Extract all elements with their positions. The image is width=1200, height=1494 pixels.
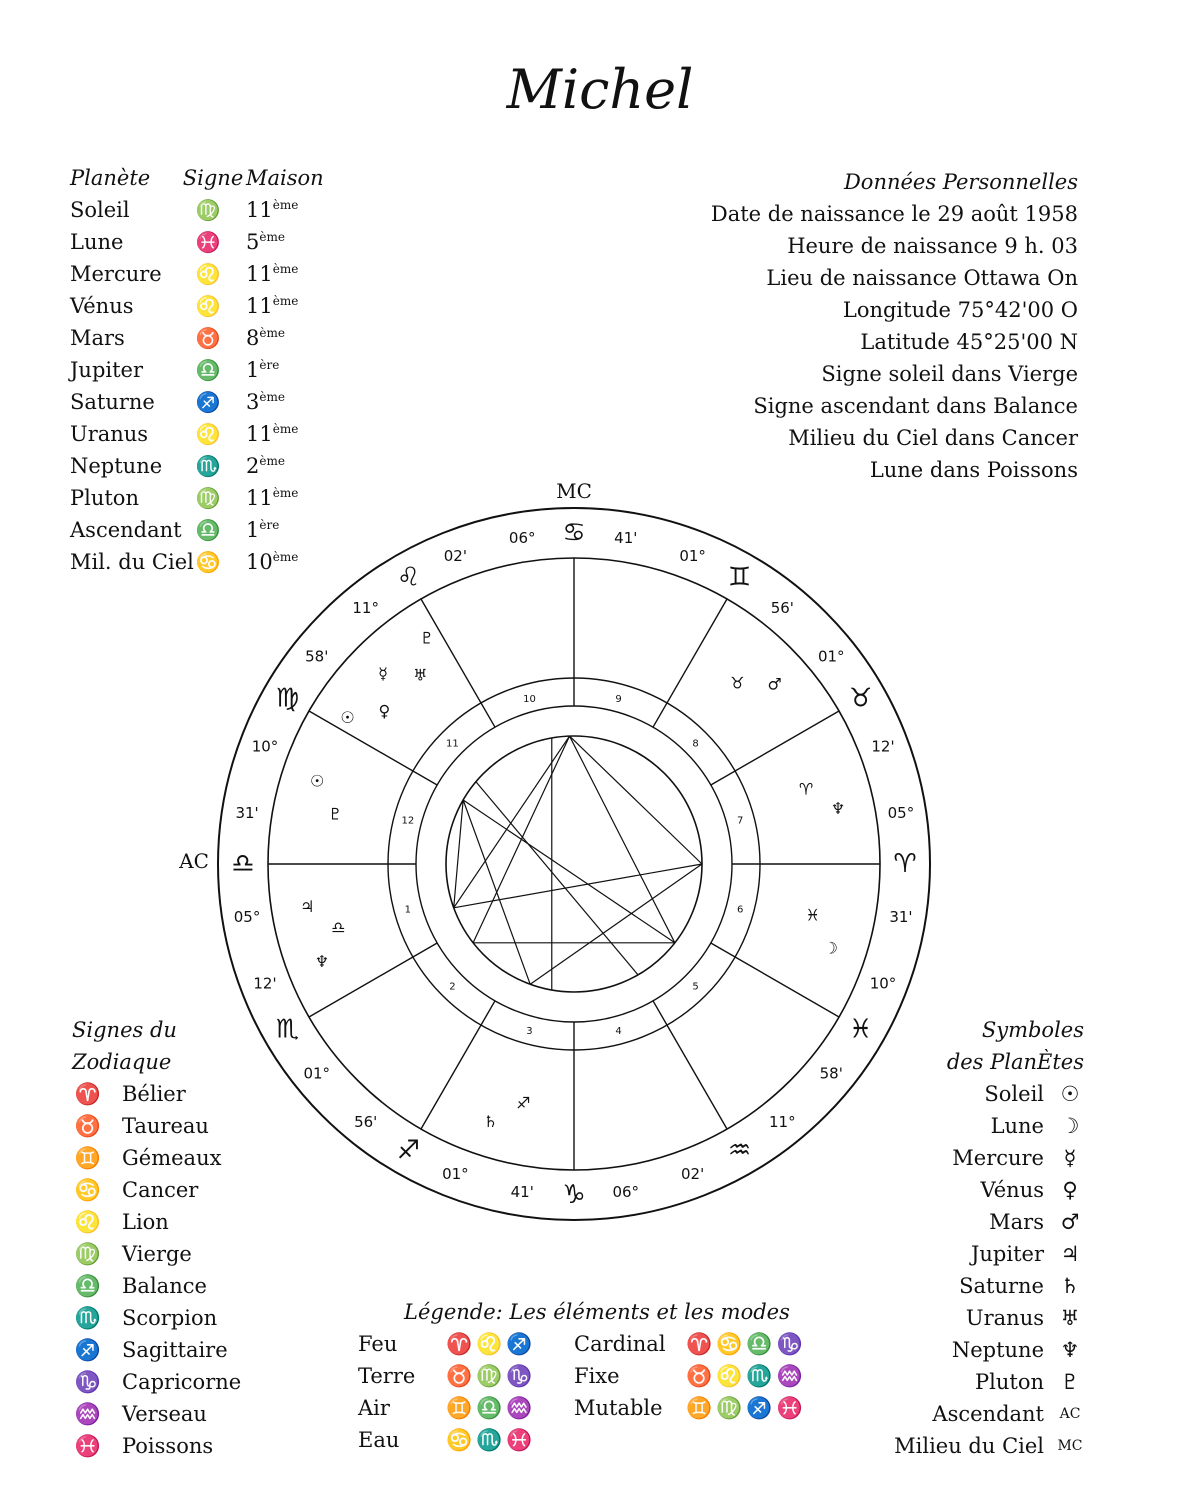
aspect-line [530,864,702,984]
chart-title: Michel [506,58,694,121]
house-suffix: ème [272,198,299,212]
house-number-label: 7 [736,815,744,827]
cusp-minutes-label: 41' [614,529,638,548]
planet-symbol-name: Milieu du Ciel [894,1434,1044,1458]
zodiac-glyph-icon: ♎ [74,1274,102,1298]
house-suffix: ème [259,454,285,468]
mode-glyphs: ♊♍♐♓ [686,1396,807,1420]
planet-glyph-icon: ☿ [1063,1146,1077,1170]
planet-symbol-name: Soleil [984,1082,1044,1106]
planet-glyph-icon: ♈ [798,779,814,799]
planet-symbol-name: Uranus [965,1306,1044,1330]
planet-glyph-icon: ♆ [314,951,330,971]
planet-name: Neptune [70,454,163,478]
cusp-degree-label: 06° [508,529,536,548]
planet-glyph-icon: ♉ [730,673,745,693]
house-suffix: ème [272,486,299,500]
header-maison: Maison [246,166,324,190]
cusp-degree-label: 05° [887,804,915,823]
cusp-sign-glyph: ♋ [562,518,586,548]
planet-name: Mercure [70,262,162,286]
house-ring [388,678,760,1050]
planet-glyph-icon: ♇ [1060,1370,1080,1394]
zodiac-heading-line1: Signes du [72,1018,177,1042]
cusp-sign-glyph: ♒ [727,1135,752,1166]
planet-sign-glyph: ♍ [195,198,221,222]
aspect-line [476,782,638,975]
cusp-sign-glyph: ♈ [893,849,917,879]
house-number: 2 [246,454,260,478]
planet-glyph-icon: ♓ [805,905,820,925]
personal-data-heading: Données Personnelles [843,170,1078,194]
planet-glyph-icon: ☉ [1060,1082,1080,1106]
mode-name: Mutable [574,1396,663,1420]
house-number: 11 [246,294,273,318]
planet-glyph-icon: ♆ [830,798,846,818]
cusp-sign-glyph: ♐ [396,1135,421,1166]
planet-glyph-icon: ♐ [516,1093,531,1113]
legend-title: Légende: Les éléments et les modes [404,1300,790,1324]
planet-symbol-name: Mercure [952,1146,1044,1170]
planet-glyph-icon: ♄ [1060,1274,1080,1298]
cusp-degree-label: 10° [251,737,279,756]
planet-symbol-name: Saturne [959,1274,1044,1298]
cusp-minutes-label: 58' [819,1064,843,1083]
zodiac-sign-name: Sagittaire [122,1338,228,1362]
planet-symbol-name: Lune [990,1114,1044,1138]
house-suffix: ème [259,326,285,340]
planet-glyph-icon: ♃ [300,897,315,917]
house-number-label: 4 [615,1026,622,1038]
cusp-sign-glyph: ♍ [275,683,300,714]
personal-data-line: Milieu du Ciel dans Cancer [788,426,1078,450]
aspect-line [570,736,702,864]
house-number-label: 10 [523,693,536,705]
zodiac-glyph-icon: ♋ [74,1178,102,1202]
zodiac-sign-name: Gémeaux [122,1146,222,1170]
aspect-line [463,800,530,984]
planet-symbol-name: Pluton [975,1370,1044,1394]
house-suffix: ème [272,262,299,276]
planet-name: Uranus [70,422,149,446]
personal-data-line: Lune dans Poissons [869,458,1078,482]
element-glyphs: ♊♎♒ [446,1396,537,1420]
house-suffix: ère [259,518,280,532]
planet-sign-glyph: ♉ [195,326,221,350]
house-number-label: 8 [692,738,699,750]
planet-name: Mil. du Ciel [70,550,194,574]
cusp-minutes-label: 56' [770,598,794,617]
house-cusp-line [711,943,839,1017]
zodiac-glyph-icon: ♐ [74,1338,102,1362]
house-number-label: 11 [446,738,459,750]
planet-symbol-name: Jupiter [970,1242,1044,1266]
aspect-line [463,800,675,943]
house-number-label: 9 [615,693,622,705]
element-glyphs: ♋♏♓ [446,1428,537,1452]
element-name: Feu [358,1332,398,1356]
zodiac-sign-name: Lion [122,1210,169,1234]
personal-data-line: Longitude 75°42'00 O [842,298,1078,322]
zodiac-sign-name: Bélier [122,1082,186,1106]
planet-name: Ascendant [70,518,182,542]
planet-glyph-icon: ♄ [483,1111,498,1131]
planet-name: Mars [70,326,125,350]
symbols-heading-line1: Symboles [981,1018,1084,1042]
planet-name: Vénus [70,294,134,318]
mode-glyphs: ♈♋♎♑ [686,1332,807,1356]
planet-glyph-icon: ☉ [340,707,355,727]
personal-data-line: Signe ascendant dans Balance [753,394,1078,418]
house-number-label: 1 [404,904,412,916]
cusp-degree-label: 01° [679,546,706,565]
zodiac-sign-name: Taureau [122,1114,209,1138]
personal-data-line: Lieu de naissance Ottawa On [766,266,1078,290]
zodiac-glyph-icon: ♓ [74,1434,102,1458]
house-number-label: 5 [692,981,699,993]
planet-name: Pluton [70,486,139,510]
cusp-minutes-label: 02' [681,1165,705,1184]
house-cusp-line [653,599,727,727]
house-suffix: ème [259,390,285,404]
cusp-sign-glyph: ♊ [727,562,752,593]
zodiac-glyph-icon: ♏ [74,1306,102,1330]
house-suffix: ère [259,358,280,372]
zodiac-glyph-icon: ♉ [74,1114,102,1138]
header-signe: Signe [182,166,244,190]
element-name: Air [358,1396,390,1420]
planet-sign-glyph: ♌ [195,422,221,446]
house-number-label: 2 [449,981,456,993]
cusp-sign-glyph: ♓ [848,1014,873,1045]
cusp-minutes-label: 12' [871,737,895,756]
house-number-label: 6 [736,904,744,916]
house-number: 11 [246,422,273,446]
house-number: 5 [246,230,260,254]
house-number: 10 [246,550,273,574]
mode-name: Cardinal [574,1332,666,1356]
cusp-sign-glyph: ♉ [848,683,873,714]
zodiac-glyph-icon: ♑ [74,1370,102,1394]
cusp-degree-label: 05° [233,907,261,926]
inner-ring [416,706,732,1022]
planet-symbol-name: Vénus [980,1178,1044,1202]
planet-glyph-icon: ♂ [767,674,782,694]
element-name: Terre [358,1364,416,1388]
cusp-sign-glyph: ♏ [275,1014,300,1045]
cusp-degree-label: 10° [869,974,897,993]
element-name: Eau [358,1428,400,1452]
planet-symbol-name: Neptune [951,1338,1044,1362]
planet-sign-glyph: ♎ [195,518,221,542]
planet-symbol-name: Mars [989,1210,1044,1234]
planet-glyph-icon: ♅ [413,665,428,685]
planet-glyph-icon: ♀ [1062,1178,1078,1202]
cusp-minutes-label: 56' [354,1113,378,1132]
planet-glyph-icon: ☉ [310,771,325,791]
personal-data-line: Latitude 45°25'00 N [860,330,1078,354]
zodiac-sign-name: Capricorne [122,1370,242,1394]
mc-label: MC [556,479,592,503]
planet-glyph-icon: ♇ [328,804,343,824]
planet-glyph-icon: ♅ [1060,1306,1080,1330]
house-suffix: ème [272,550,299,564]
house-number-label: 3 [526,1026,533,1038]
zodiac-glyph-icon: ♍ [74,1242,102,1266]
house-number: 1 [246,358,260,382]
planet-sign-glyph: ♍ [195,486,221,510]
planet-sign-glyph: ♌ [195,294,221,318]
house-number: 8 [246,326,260,350]
cusp-minutes-label: 31' [235,804,259,823]
personal-data-line: Date de naissance le 29 août 1958 [710,202,1078,226]
header-planete: Planète [70,166,151,190]
cusp-degree-label: 11° [769,1113,796,1132]
planet-sign-glyph: ♏ [195,454,221,478]
symbols-heading-line2: des PlanÈtes [946,1050,1084,1074]
cusp-degree-label: 06° [612,1182,640,1201]
house-suffix: ème [272,294,299,308]
planet-symbol-name: Ascendant [932,1402,1044,1426]
element-glyphs: ♈♌♐ [446,1332,537,1356]
house-suffix: ème [272,422,299,436]
zodiac-sign-name: Scorpion [122,1306,218,1330]
aspect-line [454,864,702,908]
planet-name: Saturne [70,390,155,414]
cusp-degree-label: 11° [352,598,379,617]
planet-sign-glyph: ♌ [195,262,221,286]
cusp-minutes-label: 12' [253,974,277,993]
zodiac-sign-name: Poissons [122,1434,214,1458]
planet-glyph-icon: ♃ [1060,1242,1080,1266]
cusp-sign-glyph: ♎ [231,849,255,879]
personal-data-line: Heure de naissance 9 h. 03 [787,234,1078,258]
zodiac-heading-line2: Zodiaque [72,1050,172,1074]
planet-glyph-icon: ♆ [1060,1338,1080,1362]
planet-glyph-icon: ♂ [1060,1210,1080,1234]
zodiac-sign-name: Verseau [122,1402,207,1426]
house-cusp-line [309,711,437,785]
house-number: 1 [246,518,260,542]
planet-glyph-icon: ♎ [331,918,346,938]
planet-glyph-icon: ☽ [823,938,838,958]
house-number: 11 [246,262,273,286]
house-cusp-line [653,1001,727,1129]
planet-glyph-icon: ♀ [378,701,391,721]
zodiac-sign-name: Balance [122,1274,207,1298]
personal-data-line: Signe soleil dans Vierge [821,362,1078,386]
mode-glyphs: ♉♌♏♒ [686,1364,807,1388]
planet-glyph-icon: ♇ [419,628,435,648]
element-glyphs: ♉♍♑ [446,1364,537,1388]
planet-glyph-icon: AC [1059,1406,1081,1422]
cusp-degree-label: 01° [817,647,845,666]
cusp-degree-label: 01° [442,1165,469,1184]
zodiac-glyph-icon: ♈ [74,1082,102,1106]
planet-glyph-icon: ☿ [378,664,388,684]
cusp-minutes-label: 58' [305,647,329,666]
planet-sign-glyph: ♎ [195,358,221,382]
house-cusp-line [421,1001,498,1131]
planet-name: Jupiter [70,358,144,382]
house-number: 11 [246,198,273,222]
zodiac-glyph-icon: ♊ [74,1146,102,1170]
cusp-minutes-label: 02' [443,546,467,565]
house-suffix: ème [259,230,285,244]
house-number-label: 12 [401,815,415,827]
house-cusp-line [711,711,839,785]
planet-glyph-icon: MC [1057,1438,1083,1454]
ac-label: AC [179,849,209,873]
zodiac-glyph-icon: ♌ [74,1210,102,1234]
zodiac-sign-name: Vierge [122,1242,192,1266]
house-number: 3 [246,390,260,414]
planet-sign-glyph: ♓ [195,230,221,254]
cusp-sign-glyph: ♌ [396,562,421,593]
house-number: 11 [246,486,273,510]
planet-glyph-icon: ☽ [1060,1114,1080,1138]
mode-name: Fixe [574,1364,620,1388]
zodiac-glyph-icon: ♒ [74,1402,102,1426]
planet-sign-glyph: ♐ [195,390,221,414]
zodiac-sign-name: Cancer [122,1178,199,1202]
planet-sign-glyph: ♋ [195,550,221,574]
planet-name: Lune [70,230,124,254]
cusp-sign-glyph: ♑ [562,1180,586,1210]
cusp-minutes-label: 31' [889,907,913,926]
cusp-degree-label: 01° [303,1064,331,1083]
planet-name: Soleil [70,198,130,222]
house-cusp-line [421,599,495,727]
cusp-minutes-label: 41' [510,1182,534,1201]
